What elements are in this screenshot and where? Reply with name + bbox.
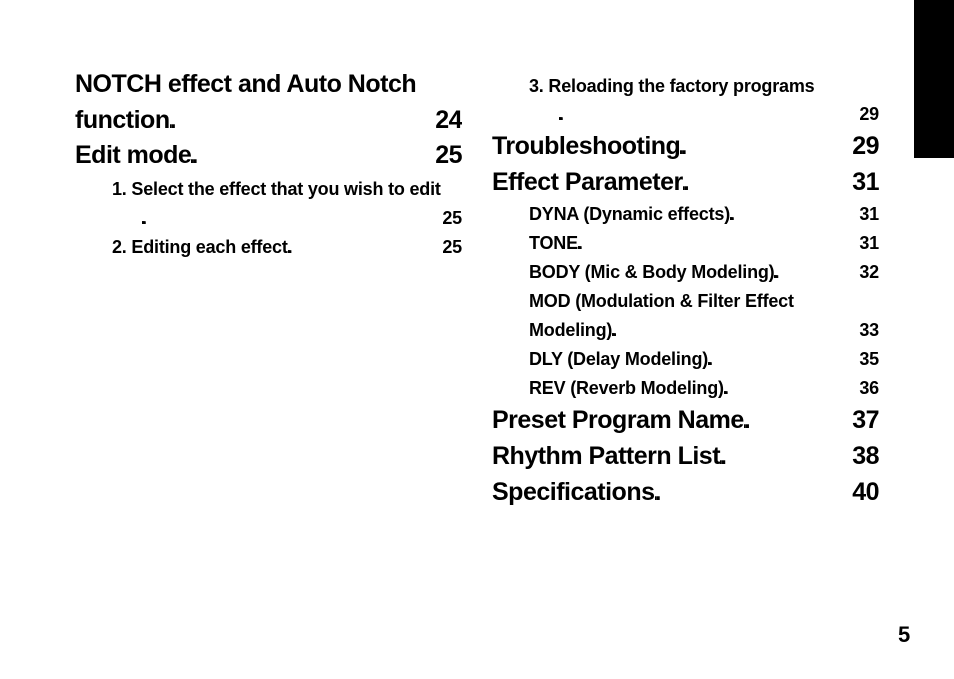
toc-entry-title: Troubleshooting <box>492 132 681 160</box>
toc-entry-notch-line2[interactable] <box>75 106 462 135</box>
toc-page-number: 25 <box>442 208 462 228</box>
toc-entry-title: 1. Select the effect that you wish to edit <box>112 179 441 199</box>
leader-dots <box>724 378 860 399</box>
toc-entry-title: DYNA (Dynamic effects) <box>529 204 730 224</box>
toc-entry-edit-mode[interactable] <box>75 141 462 170</box>
toc-entry-title: DLY (Delay Modeling) <box>529 349 709 369</box>
toc-entry-body[interactable] <box>529 262 879 283</box>
toc-page-number: 40 <box>852 478 879 506</box>
toc-entry-title: function <box>75 106 170 134</box>
toc-entry-title: 3. Reloading the factory programs <box>529 76 815 96</box>
toc-entry-dly[interactable] <box>529 349 879 370</box>
toc-entry-title: BODY (Mic & Body Modeling) <box>529 262 775 282</box>
section-tab-marker <box>914 0 954 158</box>
toc-entry-effect-parameter[interactable] <box>492 168 879 197</box>
toc-page-number: 25 <box>435 141 462 169</box>
leader-dots <box>170 106 436 135</box>
leader-dots <box>288 237 443 258</box>
leader-dots <box>683 168 852 197</box>
toc-entry-select-effect-line1[interactable] <box>112 179 462 200</box>
leader-dots <box>730 204 859 225</box>
leader-dots <box>708 349 859 370</box>
toc-page-number: 24 <box>435 106 462 134</box>
toc-entry-preset-program[interactable] <box>492 406 879 435</box>
toc-page-number: 35 <box>859 349 879 369</box>
toc-page-number: 38 <box>852 442 879 470</box>
toc-entry-troubleshooting[interactable] <box>492 132 879 161</box>
toc-entry-title: Effect Parameter <box>492 168 683 196</box>
toc-entry-reloading-line2[interactable] <box>559 104 879 125</box>
toc-page-number: 31 <box>859 233 879 253</box>
leader-dots <box>612 320 859 341</box>
toc-entry-dyna[interactable] <box>529 204 879 225</box>
toc-entry-title: Rhythm Pattern List <box>492 442 721 470</box>
toc-page-number: 33 <box>859 320 879 340</box>
toc-page-number: 31 <box>859 204 879 224</box>
toc-entry-rhythm-pattern[interactable] <box>492 442 879 471</box>
leader-dots <box>559 104 859 125</box>
toc-entry-specifications[interactable] <box>492 478 879 507</box>
toc-entry-notch-line1[interactable] <box>75 70 462 99</box>
toc-entry-editing-each[interactable] <box>112 237 462 258</box>
leader-dots <box>142 208 442 229</box>
toc-entry-title: 2. Editing each effect <box>112 237 288 257</box>
toc-entry-reloading-line1[interactable] <box>529 76 879 97</box>
toc-entry-title: MOD (Modulation & Filter Effect <box>529 291 794 311</box>
toc-entry-tone[interactable] <box>529 233 879 254</box>
toc-entry-title: Modeling) <box>529 320 613 340</box>
toc-entry-mod-line2[interactable] <box>529 320 879 341</box>
toc-entry-title: REV (Reverb Modeling) <box>529 378 724 398</box>
leader-dots <box>191 141 435 170</box>
toc-page-number: 31 <box>852 168 879 196</box>
toc-entry-title: TONE <box>529 233 578 253</box>
leader-dots <box>680 132 852 161</box>
page-number: 5 <box>898 622 911 647</box>
toc-page-number: 29 <box>852 132 879 160</box>
leader-dots <box>720 442 852 471</box>
toc-entry-title: Specifications <box>492 478 655 506</box>
leader-dots <box>744 406 852 435</box>
toc-entry-rev[interactable] <box>529 378 879 399</box>
toc-entry-title: Preset Program Name <box>492 406 744 434</box>
toc-entry-select-effect-line2[interactable] <box>142 208 462 229</box>
toc-page-number: 36 <box>859 378 879 398</box>
leader-dots <box>774 262 859 283</box>
toc-page-number: 32 <box>859 262 879 282</box>
leader-dots <box>655 478 853 507</box>
leader-dots <box>578 233 859 254</box>
toc-entry-title: NOTCH effect and Auto Notch <box>75 70 417 98</box>
toc-page-number: 29 <box>859 104 879 124</box>
toc-page-number: 25 <box>442 237 462 257</box>
toc-entry-mod-line1[interactable] <box>529 291 879 312</box>
toc-page-number: 37 <box>852 406 879 434</box>
toc-entry-title: Edit mode <box>75 141 192 169</box>
